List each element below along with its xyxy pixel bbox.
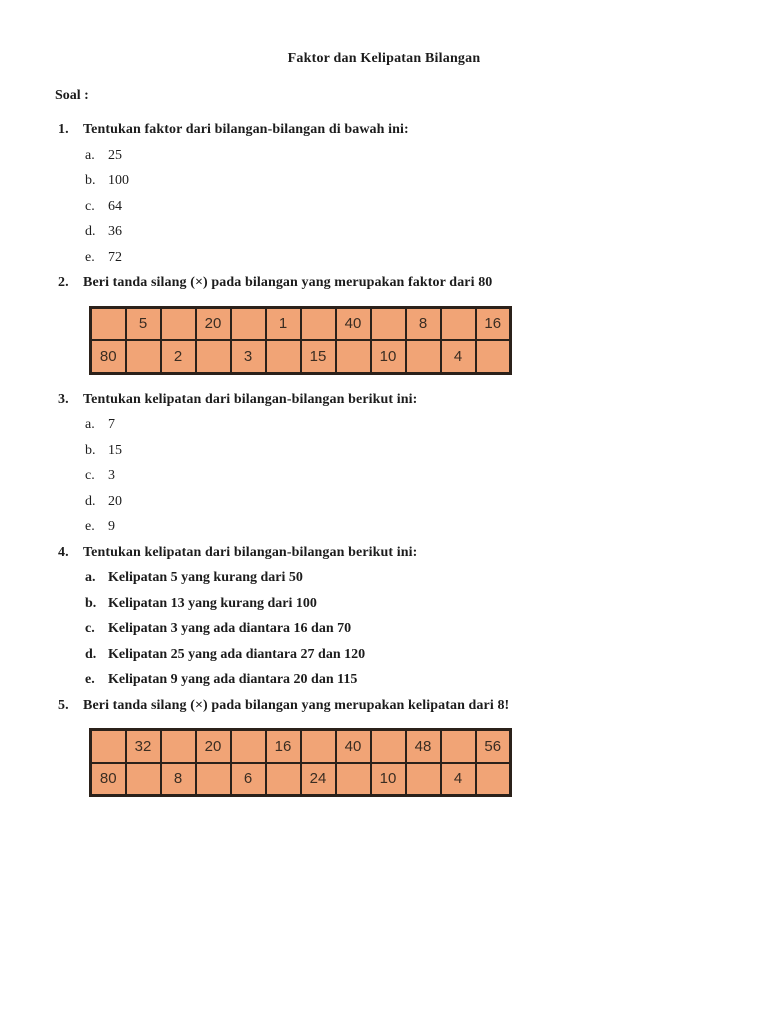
- empty-cell: [301, 730, 336, 763]
- question-number: 3.: [58, 391, 69, 407]
- sub-item-letter: d.: [85, 224, 96, 239]
- question-list: [0, 117, 768, 797]
- empty-cell: [371, 307, 406, 340]
- number-cell: 80: [91, 763, 126, 796]
- empty-cell: [231, 307, 266, 340]
- soal-label: Soal :: [55, 88, 89, 103]
- empty-cell: [161, 730, 196, 763]
- question-text: Tentukan kelipatan dari bilangan-bilangan berikut ini:: [83, 391, 418, 407]
- number-cell: 15: [301, 340, 336, 373]
- sub-item: [85, 412, 768, 438]
- sub-item-letter: c.: [85, 468, 95, 483]
- number-cell: 40: [336, 307, 371, 340]
- table-row: [91, 340, 511, 373]
- question-number: 1.: [58, 122, 69, 137]
- question-2: [0, 270, 768, 375]
- number-cell: 8: [161, 763, 196, 796]
- question-text: Beri tanda silang (×) pada bilangan yang merupakan kelipatan dari 8!: [83, 697, 510, 713]
- sub-item: [85, 143, 768, 169]
- number-cell: 20: [196, 730, 231, 763]
- table-row: [91, 307, 511, 340]
- sub-item-letter: c.: [85, 621, 95, 636]
- sub-item-value: 25: [108, 147, 122, 163]
- kelipatan-table: [89, 728, 512, 797]
- number-cell: 16: [266, 730, 301, 763]
- question-5: [0, 693, 768, 798]
- question-1: [0, 117, 768, 270]
- empty-cell: [161, 307, 196, 340]
- number-cell: 1: [266, 307, 301, 340]
- empty-cell: [266, 763, 301, 796]
- number-cell: 20: [196, 307, 231, 340]
- empty-cell: [196, 763, 231, 796]
- number-cell: 3: [231, 340, 266, 373]
- sub-item-value: Kelipatan 13 yang kurang dari 100: [108, 595, 317, 611]
- empty-cell: [266, 340, 301, 373]
- table-row: [91, 763, 511, 796]
- sub-item-value: 15: [108, 442, 122, 458]
- number-cell: 4: [441, 763, 476, 796]
- sub-item-letter: b.: [85, 442, 96, 458]
- number-cell: 6: [231, 763, 266, 796]
- question-text: Beri tanda silang (×) pada bilangan yang merupakan faktor dari 80: [83, 275, 493, 290]
- empty-cell: [406, 763, 441, 796]
- page-title: Faktor dan Kelipatan Bilangan: [287, 51, 481, 66]
- sub-item-value: 72: [108, 249, 122, 265]
- question-number: 2.: [58, 275, 69, 290]
- sub-item: [85, 463, 768, 489]
- sub-item: [85, 514, 768, 540]
- sub-item-letter: e.: [85, 672, 95, 687]
- sub-item-letter: d.: [85, 493, 96, 509]
- sub-item: [85, 245, 768, 271]
- sub-item-value: 64: [108, 198, 122, 214]
- empty-cell: [441, 730, 476, 763]
- number-cell: 56: [476, 730, 511, 763]
- sub-item: [85, 642, 768, 668]
- empty-cell: [476, 763, 511, 796]
- empty-cell: [371, 730, 406, 763]
- sub-item-letter: e.: [85, 519, 95, 534]
- number-cell: 80: [91, 340, 126, 373]
- number-cell: 24: [301, 763, 336, 796]
- sub-item-value: Kelipatan 3 yang ada diantara 16 dan 70: [108, 621, 352, 636]
- question-text: Tentukan kelipatan dari bilangan-bilangan berikut ini:: [83, 544, 418, 560]
- empty-cell: [441, 307, 476, 340]
- sub-item-value: 20: [108, 493, 122, 509]
- sub-item-letter: e.: [85, 249, 95, 265]
- sub-item: [85, 591, 768, 617]
- number-cell: 40: [336, 730, 371, 763]
- sub-item: [85, 616, 768, 642]
- number-cell: 5: [126, 307, 161, 340]
- sub-item-value: 7: [108, 417, 115, 432]
- number-cell: 16: [476, 307, 511, 340]
- question-3: [0, 387, 768, 540]
- sub-item-letter: b.: [85, 595, 97, 611]
- number-cell: 2: [161, 340, 196, 373]
- sub-item-letter: a.: [85, 417, 95, 432]
- number-cell: 32: [126, 730, 161, 763]
- sub-item: [85, 667, 768, 693]
- empty-cell: [476, 340, 511, 373]
- number-cell: 4: [441, 340, 476, 373]
- number-cell: 10: [371, 763, 406, 796]
- question-number: 4.: [58, 544, 69, 560]
- sub-item-value: 100: [108, 173, 129, 188]
- empty-cell: [336, 340, 371, 373]
- sub-item: [85, 565, 768, 591]
- sub-item-letter: b.: [85, 173, 96, 188]
- empty-cell: [91, 730, 126, 763]
- number-cell: 10: [371, 340, 406, 373]
- factor-table: [89, 306, 512, 375]
- sub-item: [85, 489, 768, 515]
- empty-cell: [126, 340, 161, 373]
- sub-item-letter: d.: [85, 646, 97, 662]
- sub-item-letter: a.: [85, 570, 96, 585]
- sub-item-value: Kelipatan 5 yang kurang dari 50: [108, 570, 303, 585]
- number-cell: 48: [406, 730, 441, 763]
- question-text: Tentukan faktor dari bilangan-bilangan di bawah ini:: [83, 122, 409, 137]
- sub-item: [85, 168, 768, 194]
- empty-cell: [406, 340, 441, 373]
- question-number: 5.: [58, 697, 69, 713]
- sub-item-letter: c.: [85, 198, 95, 214]
- empty-cell: [196, 340, 231, 373]
- sub-item-value: 36: [108, 224, 122, 239]
- sub-item-letter: a.: [85, 147, 95, 163]
- sub-item-value: 3: [108, 468, 115, 483]
- sub-item: [85, 194, 768, 220]
- question-4: [0, 540, 768, 693]
- sub-item-value: Kelipatan 25 yang ada diantara 27 dan 120: [108, 646, 366, 662]
- empty-cell: [126, 763, 161, 796]
- sub-item-value: Kelipatan 9 yang ada diantara 20 dan 115: [108, 672, 358, 687]
- empty-cell: [336, 763, 371, 796]
- sub-item: [85, 219, 768, 245]
- number-cell: 8: [406, 307, 441, 340]
- empty-cell: [91, 307, 126, 340]
- table-row: [91, 730, 511, 763]
- sub-item-value: 9: [108, 519, 115, 534]
- sub-item: [85, 438, 768, 464]
- empty-cell: [301, 307, 336, 340]
- empty-cell: [231, 730, 266, 763]
